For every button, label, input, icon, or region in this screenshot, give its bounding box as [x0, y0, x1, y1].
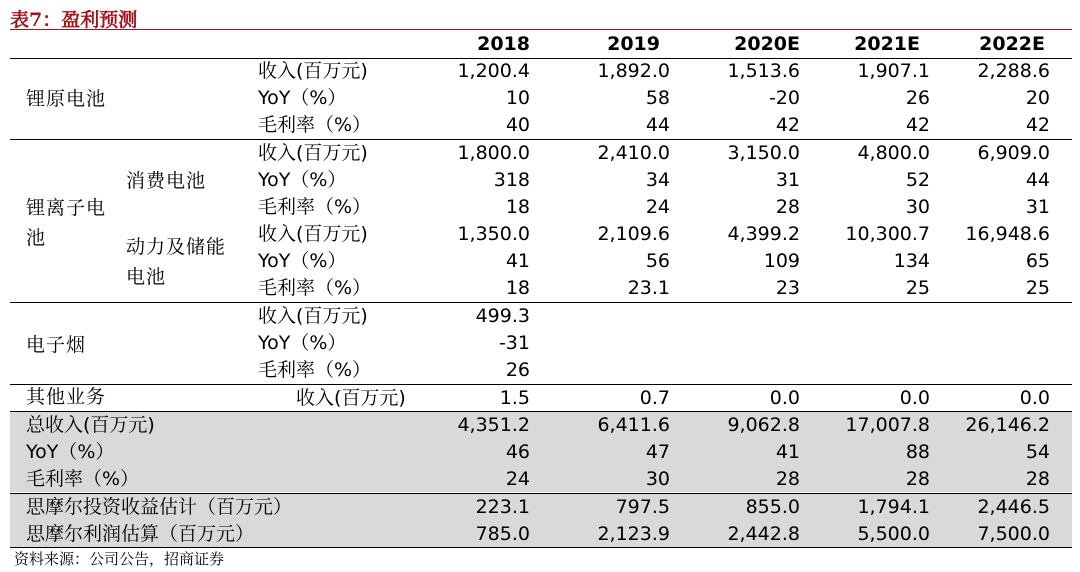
value-cell: 1,800.0 [457, 142, 530, 164]
value-cell: 797.5 [615, 496, 670, 518]
value-cell: 28 [775, 468, 800, 490]
value-cell: 88 [905, 441, 930, 463]
value-cell: 25 [905, 277, 930, 299]
value-cell: 52 [905, 169, 930, 191]
value-cell: 499.3 [475, 305, 530, 327]
group-label-li-ion: 锂离子电池 [26, 197, 107, 249]
value-cell: 56 [645, 250, 670, 272]
value-cell: 42 [905, 114, 930, 136]
value-cell: 40 [505, 114, 530, 136]
value-cell: 1,513.6 [727, 60, 800, 82]
metric-label: 毛利率（%） [258, 359, 372, 381]
value-cell: 24 [505, 468, 530, 490]
metric-label: 毛利率（%） [26, 468, 140, 490]
value-cell: 41 [775, 441, 800, 463]
value-cell: 2,109.6 [597, 223, 670, 245]
value-cell: 44 [645, 114, 670, 136]
year-header-2022e: 2022E [979, 33, 1045, 55]
value-cell: 223.1 [475, 496, 530, 518]
value-cell: 23.1 [627, 277, 670, 299]
value-cell: 26,146.2 [965, 414, 1050, 436]
metric-label: 毛利率（%） [258, 114, 372, 136]
year-header-2019: 2019 [607, 33, 660, 55]
value-cell: 25 [1025, 277, 1050, 299]
value-cell: 1,907.1 [857, 60, 930, 82]
sub-label-power: 动力及储能电池 [126, 236, 227, 288]
group-rule [10, 302, 1072, 303]
metric-label: YoY（%） [258, 332, 347, 354]
value-cell: 7,500.0 [977, 523, 1050, 545]
value-cell: 1,200.4 [457, 60, 530, 82]
value-cell: 2,123.9 [597, 523, 670, 545]
value-cell: 2,410.0 [597, 142, 670, 164]
value-cell: 6,909.0 [977, 142, 1050, 164]
value-cell: 18 [505, 196, 530, 218]
group-label-li-primary: 锂原电池 [26, 88, 107, 110]
table-title: 表7：盈利预测 [10, 9, 138, 31]
value-cell: 1,794.1 [857, 496, 930, 518]
value-cell: 1,350.0 [457, 223, 530, 245]
source-note: 资料来源：公司公告，招商证券 [14, 550, 225, 568]
value-cell: 109 [763, 250, 800, 272]
value-cell: 5,500.0 [857, 523, 930, 545]
metric-label: 收入(百万元) [258, 142, 368, 164]
value-cell: 0.7 [639, 387, 670, 409]
metric-label: 总收入(百万元) [26, 414, 155, 436]
year-header-2018: 2018 [477, 33, 530, 55]
value-cell: 41 [505, 250, 530, 272]
metric-label: 思摩尔利润估算（百万元） [26, 523, 255, 545]
value-cell: 0.0 [899, 387, 930, 409]
value-cell: 10 [505, 87, 530, 109]
value-cell: 28 [1025, 468, 1050, 490]
value-cell: 1.5 [499, 387, 530, 409]
sub-label-consumer: 消费电池 [126, 170, 207, 192]
value-cell: 26 [905, 87, 930, 109]
metric-label: YoY（%） [258, 169, 347, 191]
value-cell: 6,411.6 [597, 414, 670, 436]
value-cell: 18 [505, 277, 530, 299]
value-cell: 2,288.6 [977, 60, 1050, 82]
value-cell: 785.0 [475, 523, 530, 545]
metric-label: 收入(百万元) [258, 60, 368, 82]
value-cell: 855.0 [745, 496, 800, 518]
year-header-2020e: 2020E [734, 33, 800, 55]
value-cell: 23 [775, 277, 800, 299]
value-cell: 0.0 [769, 387, 800, 409]
value-cell: 318 [493, 169, 530, 191]
metric-label: 收入(百万元) [296, 387, 406, 409]
value-cell: 58 [645, 87, 670, 109]
value-cell: -20 [768, 87, 800, 109]
value-cell: 2,446.5 [977, 496, 1050, 518]
value-cell: 4,351.2 [457, 414, 530, 436]
metric-label: YoY（%） [26, 441, 115, 463]
value-cell: 42 [775, 114, 800, 136]
value-cell: 24 [645, 196, 670, 218]
value-cell: 46 [505, 441, 530, 463]
value-cell: 1,892.0 [597, 60, 670, 82]
metric-label: 思摩尔投资收益估计（百万元） [26, 496, 293, 518]
value-cell: 20 [1025, 87, 1050, 109]
value-cell: 17,007.8 [845, 414, 930, 436]
value-cell: 44 [1025, 169, 1050, 191]
value-cell: 31 [775, 169, 800, 191]
value-cell: 28 [775, 196, 800, 218]
value-cell: 30 [645, 468, 670, 490]
value-cell: 2,442.8 [727, 523, 800, 545]
value-cell: 0.0 [1019, 387, 1050, 409]
title-rule [10, 29, 1072, 30]
value-cell: 42 [1025, 114, 1050, 136]
group-label-ecig: 电子烟 [26, 334, 87, 356]
value-cell: 134 [893, 250, 930, 272]
value-cell: 9,062.8 [727, 414, 800, 436]
value-cell: 4,399.2 [727, 223, 800, 245]
value-cell: 54 [1025, 441, 1050, 463]
value-cell: 30 [905, 196, 930, 218]
value-cell: 10,300.7 [845, 223, 930, 245]
metric-label: 收入(百万元) [258, 305, 368, 327]
value-cell: 16,948.6 [965, 223, 1050, 245]
metric-label: YoY（%） [258, 250, 347, 272]
value-cell: 34 [645, 169, 670, 191]
year-header-2021e: 2021E [854, 33, 920, 55]
value-cell: 26 [505, 359, 530, 381]
value-cell: 4,800.0 [857, 142, 930, 164]
value-cell: 47 [645, 441, 670, 463]
metric-label: 毛利率（%） [258, 277, 372, 299]
metric-label: YoY（%） [258, 87, 347, 109]
metric-label: 收入(百万元) [258, 223, 368, 245]
value-cell: 28 [905, 468, 930, 490]
value-cell: 3,150.0 [727, 142, 800, 164]
value-cell: -31 [498, 332, 530, 354]
group-label-other: 其他业务 [26, 386, 107, 408]
value-cell: 65 [1025, 250, 1050, 272]
metric-label: 毛利率（%） [258, 196, 372, 218]
value-cell: 31 [1025, 196, 1050, 218]
